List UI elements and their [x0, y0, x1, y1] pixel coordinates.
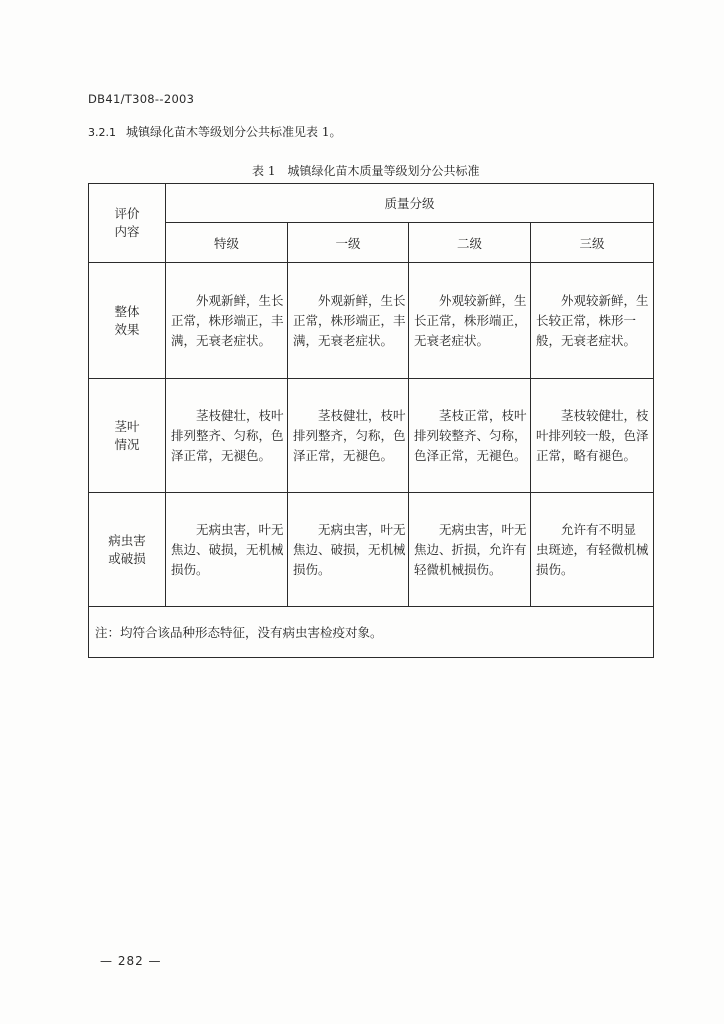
page-number: — 282 —	[100, 954, 162, 968]
grade-cell	[166, 379, 288, 493]
group-header-quality-grade: 质量分级	[166, 184, 654, 223]
cell-text: 外观新鲜，生长 正常，株形端正，丰 满，无衰老症状。	[171, 292, 284, 348]
table-note-row	[89, 607, 654, 658]
table-header-row	[89, 184, 654, 223]
table-row	[89, 493, 654, 607]
grade-cell	[288, 493, 409, 607]
grade-cell	[288, 379, 409, 493]
grade-cell	[531, 379, 654, 493]
grade-header-special: 特级	[166, 223, 288, 263]
grade-header-second: 二级	[409, 223, 531, 263]
table-caption-number: 表 1	[252, 164, 276, 178]
cell-text: 外观较新鲜，生 长较正常，株形一 般，无衰老症状。	[536, 292, 649, 348]
grade-cell	[531, 263, 654, 379]
cell-text: 茎枝较健壮，枝 叶排列较一般，色泽 正常，略有褪色。	[536, 407, 649, 463]
table-caption-title: 城镇绿化苗木质量等级划分公共标准	[287, 164, 480, 178]
cell-text: 无病虫害，叶无 焦边、折损，允许有 轻微机械损伤。	[414, 521, 527, 577]
grade-cell	[409, 379, 531, 493]
grade-cell	[166, 493, 288, 607]
cell-text: 无病虫害，叶无 焦边、破损，无机械 损伤。	[293, 521, 406, 577]
row-label-pest-damage: 病虫害 或破损	[89, 493, 166, 607]
table-row	[89, 379, 654, 493]
grade-cell	[288, 263, 409, 379]
row-label-stem-leaf: 茎叶 情况	[89, 379, 166, 493]
table-note: 注：均符合该品种形态特征，没有病虫害检疫对象。	[95, 625, 383, 640]
cell-text: 无病虫害，叶无 焦边、破损，无机械 损伤。	[171, 521, 284, 577]
cell-text: 茎枝健壮，枝叶 排列整齐，匀称，色 泽正常，无褪色。	[293, 407, 406, 463]
section-text: 城镇绿化苗木等级划分公共标准见表 1。	[126, 125, 342, 139]
row-label-overall-effect: 整体 效果	[89, 263, 166, 379]
cell-text: 外观较新鲜，生 长正常，株形端正， 无衰老症状。	[414, 292, 527, 348]
cell-text: 茎枝健壮，枝叶 排列整齐、匀称，色 泽正常，无褪色。	[171, 407, 284, 463]
grade-cell	[409, 493, 531, 607]
cell-text: 允许有不明显 虫斑迹，有轻微机械 损伤。	[536, 521, 649, 577]
grade-cell	[409, 263, 531, 379]
document-code: DB41/T308--2003	[88, 92, 195, 106]
table-grade-header-row	[89, 223, 654, 263]
section-number: 3.2.1	[88, 126, 116, 139]
grade-header-first: 一级	[288, 223, 409, 263]
corner-header-evaluation-content: 评价 内容	[89, 184, 166, 263]
cell-text: 茎枝正常，枝叶 排列较整齐、匀称， 色泽正常，无褪色。	[414, 407, 527, 463]
table-row	[89, 263, 654, 379]
cell-text: 外观新鲜，生长 正常，株形端正，丰 满，无衰老症状。	[293, 292, 406, 348]
grade-cell	[166, 263, 288, 379]
grade-header-third: 三级	[531, 223, 654, 263]
grade-cell	[531, 493, 654, 607]
table-note-cell	[89, 607, 654, 658]
section-paragraph	[88, 123, 341, 140]
grade-standard-table	[88, 183, 654, 658]
table-caption	[252, 162, 479, 179]
